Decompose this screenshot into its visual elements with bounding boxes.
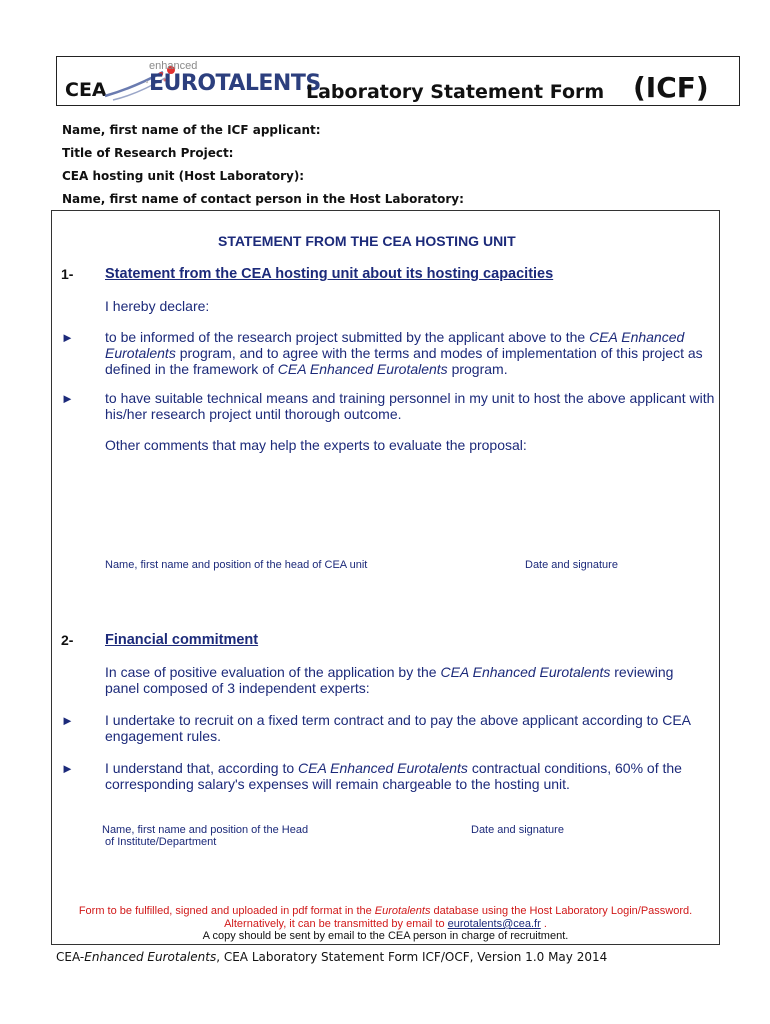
bullet-arrow-icon: ► [61,761,74,776]
field-project-title: Title of Research Project: [62,146,234,160]
field-contact-person: Name, first name of contact person in the Host Laboratory: [62,192,464,206]
copy-notice: A copy should be sent by email to the CEA person in charge of recruitment. [202,930,569,942]
statement-heading: STATEMENT FROM THE CEA HOSTING UNIT [218,233,516,249]
section1-signature-name: Name, first name and position of the head of CEA unit [105,559,368,571]
form-code: (ICF) [633,71,709,104]
section2-signature-date: Date and signature [471,824,564,836]
section2-signature-name: Name, first name and position of the Head of Institute/Department [102,824,309,848]
section2-number: 2- [61,632,74,648]
declare-text: I hereby declare: [105,298,210,314]
bullet-arrow-icon: ► [61,330,74,345]
bullet-arrow-icon: ► [61,391,74,406]
section1-title: Statement from the CEA hosting unit about its hosting capacities [105,266,554,282]
upload-instructions: Form to be fulfilled, signed and uploaded in pdf format in the Eurotalents database using the Host Laboratory Login/Password. [78,905,693,917]
section1-bullet1: to be informed of the research project submitted by the applicant above to the CEA Enhanced Eurotalents program, and to agree with the terms and modes of implementation of this project as defined in the framework of CEA Enhanced Eurotalents program. [105,329,703,377]
logo-eurotalents-text: EUROTALENTS [149,71,321,96]
section1-bullet2: to have suitable technical means and training personnel in my unit to host the above applicant with his/her research project until thorough outcome. [105,390,715,422]
field-hosting-unit: CEA hosting unit (Host Laboratory): [62,169,305,183]
comments-prompt: Other comments that may help the experts to evaluate the proposal: [105,437,527,453]
cea-label: CEA [65,79,107,101]
section1-number: 1- [61,266,74,282]
section1-signature-date: Date and signature [525,559,618,571]
email-link[interactable]: eurotalents@cea.fr [447,918,541,930]
section2-title: Financial commitment [105,632,259,648]
bullet-arrow-icon: ► [61,713,74,728]
page-footer: CEA-Enhanced Eurotalents, CEA Laboratory Statement Form ICF/OCF, Version 1.0 May 2014 [56,950,608,964]
section2-intro: In case of positive evaluation of the application by the CEA Enhanced Eurotalents reviewing panel composed of 3 independent experts: [105,664,674,696]
section2-bullet1: I undertake to recruit on a fixed term contract and to pay the above applicant according to CEA engagement rules. [105,712,691,744]
field-applicant-name: Name, first name of the ICF applicant: [62,123,321,137]
email-instructions: Alternatively, it can be transmitted by email to eurotalents@cea.fr . [224,918,547,930]
section2-bullet2: I understand that, according to CEA Enhanced Eurotalents contractual conditions, 60% of the corresponding salary's expenses will remain chargeable to the hosting unit. [105,760,682,792]
form-header [56,56,740,106]
logo-enhanced-text: enhanced [149,60,198,72]
form-title: Laboratory Statement Form [306,81,605,103]
